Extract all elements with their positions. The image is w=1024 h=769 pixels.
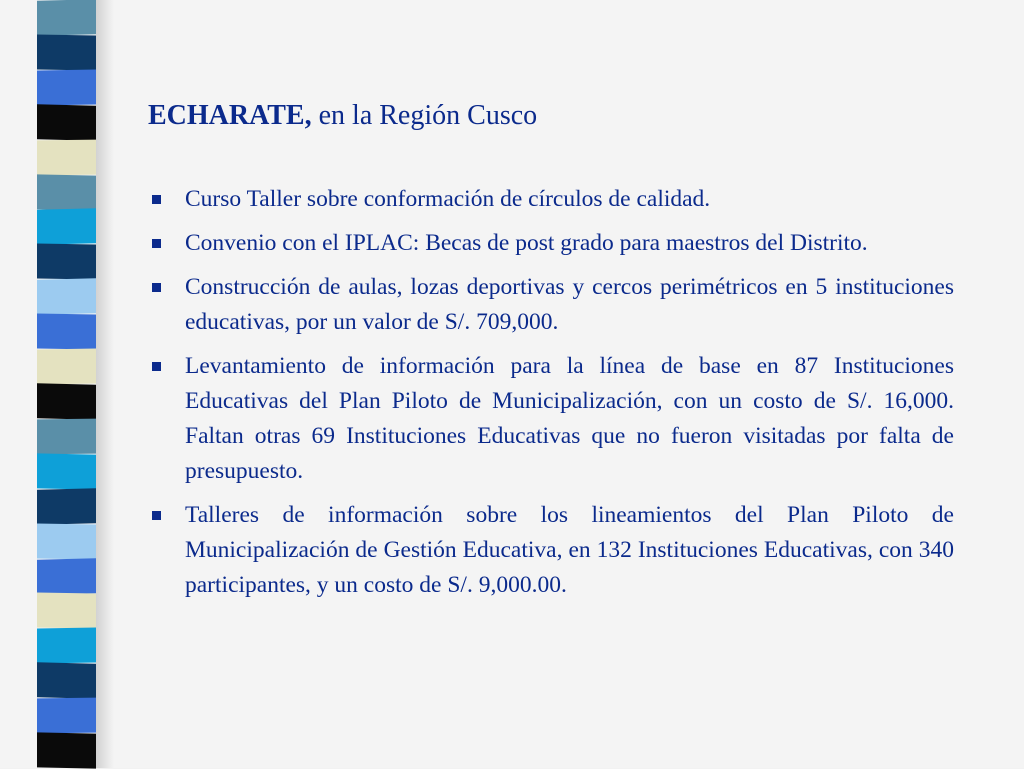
bullet-marker-icon — [152, 283, 161, 292]
stripe-block — [37, 349, 96, 385]
bullet-item — [150, 226, 954, 261]
stripe-block — [37, 34, 96, 70]
bullet-text: Curso Taller sobre conformación de círculos de calidad. — [185, 186, 711, 212]
bullet-item — [150, 498, 954, 603]
bullet-text: Convenio con el IPLAC: Becas de post grado para maestros del Distrito. — [185, 230, 868, 256]
stripe-block — [37, 209, 96, 245]
stripe-block — [37, 383, 96, 419]
stripe-block — [37, 314, 96, 350]
bullet-item — [150, 270, 954, 340]
decorative-stripe — [37, 0, 96, 768]
stripe-block — [37, 488, 96, 524]
bullet-marker-icon — [152, 239, 161, 248]
bullet-item — [150, 182, 954, 217]
stripe-block — [37, 698, 96, 734]
stripe-block — [37, 104, 96, 140]
stripe-block — [37, 139, 96, 175]
stripe-block — [37, 558, 96, 594]
title-bold: ECHARATE, — [148, 100, 312, 131]
bullet-marker-icon — [152, 362, 161, 371]
bullet-marker-icon — [152, 195, 161, 204]
bullet-text: Levantamiento de información para la línea de base en 87 Instituciones Educativas del Plan Piloto de Municipalización, con un costo de S/. 16,000. Faltan otras 69 Instituciones Educativas que no fueron visitadas por falta de presupuesto. — [185, 353, 954, 484]
bullet-marker-icon — [152, 511, 161, 520]
stripe-block — [37, 174, 96, 210]
slide-title — [148, 100, 537, 132]
stripe-block — [37, 732, 96, 768]
stripe-block — [37, 523, 96, 559]
stripe-block — [37, 418, 96, 454]
stripe-block — [37, 628, 96, 664]
bullet-item — [150, 349, 954, 489]
stripe-block — [37, 69, 96, 105]
stripe-block — [37, 453, 96, 489]
bullet-list — [150, 182, 954, 612]
stripe-block — [37, 278, 96, 314]
title-rest: en la Región Cusco — [311, 100, 538, 131]
stripe-block — [37, 244, 96, 280]
bullet-text: Talleres de información sobre los lineamientos del Plan Piloto de Municipalización de Gestión Educativa, en 132 Instituciones Educativas, con 340 participantes, y un costo de S/. 9,000.00. — [185, 502, 954, 598]
stripe-block — [37, 662, 96, 698]
stripe-block — [37, 593, 96, 629]
bullet-text: Construcción de aulas, lozas deportivas y cercos perimétricos en 5 instituciones educativas, por un valor de S/. 709,000. — [185, 274, 954, 335]
stripe-block — [37, 0, 96, 36]
stripe-shadow — [96, 0, 114, 768]
